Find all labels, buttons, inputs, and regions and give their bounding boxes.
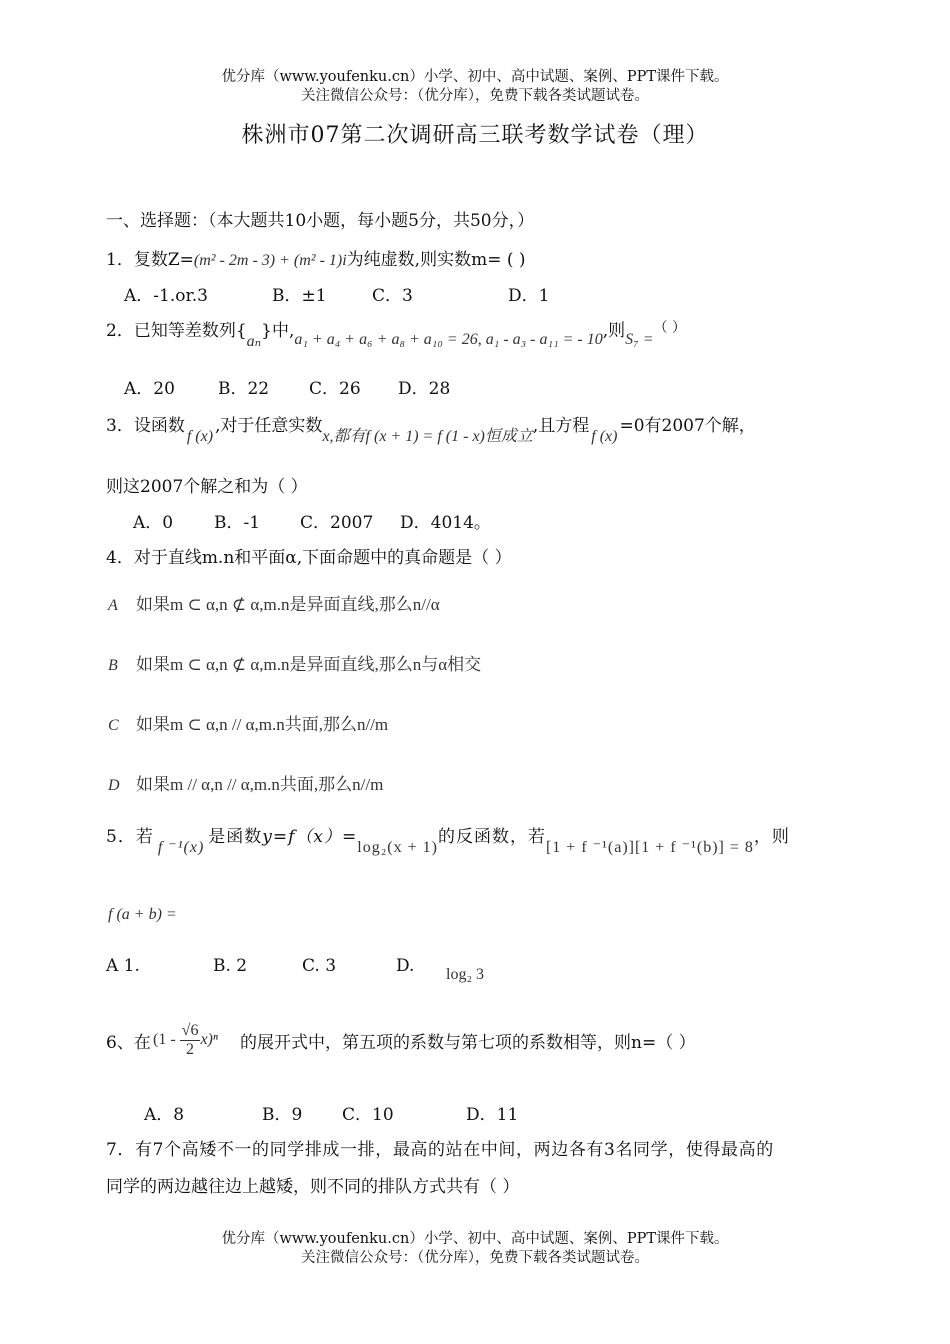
q5-finv: f ⁻¹(x) [157, 839, 205, 856]
question-5 [106, 822, 790, 856]
q4-option-c-text: 如果m ⊂ α,n // α,m.n共面,那么n//m [136, 715, 389, 734]
q6-option-b: B．9 [262, 1105, 303, 1125]
q3-option-d: D．4014。 [400, 513, 491, 533]
q2-stem-b: }中, [261, 321, 295, 341]
q4-option-b-letter: B [108, 657, 118, 674]
q6-option-d: D．11 [466, 1105, 519, 1125]
q4-option-d [108, 770, 383, 795]
q7-line-1: 7．有7个高矮不一的同学排成一排，最高的站在中间，两边各有3名同学，使得最高的 [106, 1140, 774, 1160]
q3-stem-a: 3．设函数 [106, 416, 185, 436]
q2-s7: S₇ = [625, 331, 654, 348]
q2-blank: （ ） [653, 320, 686, 336]
q6-expr-right: x)ⁿ [200, 1031, 218, 1049]
q3-fx: f (x) [186, 428, 214, 445]
header-line-2: 关注微信公众号：（优分库），免费下载各类试题试卷。 [301, 88, 649, 104]
q1-option-c: C．3 [372, 286, 413, 306]
page-title: 株洲市07第二次调研高三联考数学试卷（理） [241, 123, 709, 148]
q3-stem-d: =0有2007个解， [619, 416, 756, 436]
q5-option-c: C. 3 [302, 956, 337, 976]
q6-frac-num: √6 [181, 1022, 199, 1039]
q5-stem-d: ，则 [753, 827, 790, 847]
q3-option-c: C．2007 [300, 513, 374, 533]
q4-option-a-text: 如果m ⊂ α,n ⊄ α,m.n是异面直线,那么n//α [136, 595, 440, 614]
q5-stem-a: 5．若 [106, 827, 154, 847]
footer-line-1: 优分库（www.youfenku.cn）小学、初中、高中试题、案例、PPT课件下载。 [221, 1231, 729, 1247]
q3-stem-c: ,且方程 [532, 416, 590, 436]
q2-stem-a: 2．已知等差数列{ [106, 321, 247, 341]
q5-expression: f (a + b) = [108, 906, 177, 923]
q2-option-a: A．20 [124, 379, 175, 399]
q1-stem-b: 为纯虚数,则实数m= ( ) [346, 250, 526, 270]
q6-stem-b: 的展开式中，第五项的系数与第七项的系数相等，则n=（ ） [240, 1033, 696, 1053]
question-1 [106, 245, 526, 270]
q4-option-c [108, 710, 388, 735]
question-3 [106, 411, 756, 445]
q6-option-c: C．10 [342, 1105, 394, 1125]
q2-option-d: D．28 [398, 379, 451, 399]
q5-condition: [1 + f ⁻¹(a)][1 + f ⁻¹(b)] = 8 [545, 839, 754, 856]
q6-expression [153, 1022, 218, 1059]
question-4: 4．对于直线m.n和平面α,下面命题中的真命题是（ ） [106, 548, 512, 568]
q3-option-a: A．0 [133, 513, 174, 533]
q5-log: log₂(x + 1) [357, 839, 438, 856]
q6-fraction [180, 1022, 201, 1059]
q3-line-2: 则这2007个解之和为（ ） [106, 477, 308, 497]
q5-option-a: A 1. [106, 956, 140, 976]
q1-stem-a: 1．复数Z= [106, 250, 194, 270]
header-line-1: 优分库（www.youfenku.cn）小学、初中、高中试题、案例、PPT课件下载。 [221, 69, 729, 85]
q2-stem-c: ,则 [602, 321, 626, 341]
q3-option-b: B．-1 [214, 513, 261, 533]
q3-fx-2: f (x) [591, 428, 618, 445]
q1-option-a: A．-1.or.3 [124, 286, 208, 306]
q2-condition: a₁ + a₄ + a₆ + a₈ + a₁₀ = 26, a₁ - a₃ - a₁₁ = - 10 [294, 331, 603, 348]
q1-math: (m² - 2m - 3) + (m² - 1)i [193, 252, 347, 269]
q5-func: y=f（x）= [262, 827, 358, 847]
q1-option-d: D．1 [508, 286, 550, 306]
q5-option-d-math: log₂ 3 [446, 966, 485, 983]
q6-option-a: A．8 [144, 1105, 185, 1125]
q4-option-d-letter: D [108, 777, 120, 794]
q4-option-a-letter: A [108, 597, 118, 614]
q4-option-b [108, 650, 481, 675]
q5-stem-c: 的反函数，若 [437, 827, 546, 847]
q5-option-d: D. [396, 956, 415, 976]
q1-option-b: B．±1 [272, 286, 327, 306]
q5-option-b: B. 2 [213, 956, 248, 976]
q4-option-b-text: 如果m ⊂ α,n ⊄ α,m.n是异面直线,那么n与α相交 [136, 655, 482, 674]
q6-stem-a: 6、在 [106, 1033, 151, 1053]
q6-frac-den: 2 [186, 1041, 195, 1058]
q5-stem-b: 是函数 [208, 827, 263, 847]
q2-option-c: C．26 [309, 379, 361, 399]
question-6 [106, 1028, 151, 1053]
q4-option-d-text: 如果m // α,n // α,m.n共面,那么n//m [136, 775, 384, 794]
q2-an: aₙ [246, 333, 262, 350]
q6-expr-left: (1 - [153, 1031, 176, 1049]
q7-line-2: 同学的两边越往边上越矮，则不同的排队方式共有（ ） [106, 1177, 520, 1197]
q4-option-c-letter: C [108, 717, 119, 734]
q4-option-a [108, 590, 440, 615]
q3-condition: x,都有f (x + 1) = f (1 - x)恒成立 [322, 428, 533, 445]
q2-option-b: B．22 [218, 379, 270, 399]
footer-line-2: 关注微信公众号：（优分库），免费下载各类试题试卷。 [301, 1250, 649, 1266]
question-2 [106, 316, 686, 350]
section-heading: 一、选择题：（本大题共10小题，每小题5分，共50分，） [106, 211, 535, 231]
q3-stem-b: ,对于任意实数 [215, 416, 323, 436]
